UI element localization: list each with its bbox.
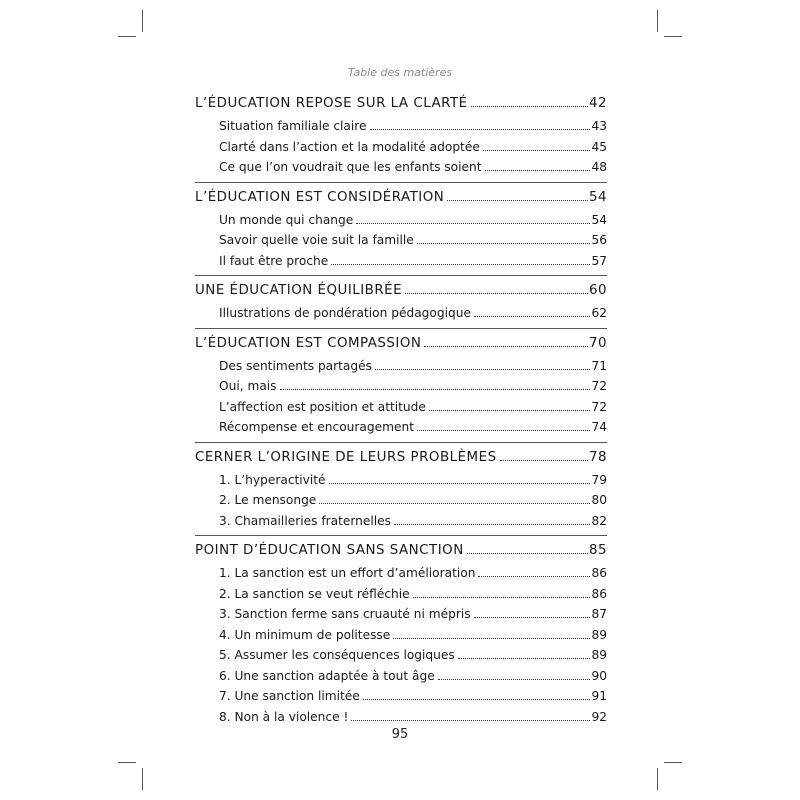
subsection-entry <box>195 490 607 511</box>
subsection-entry <box>195 604 607 625</box>
subsection-entry-title: Situation familiale claire <box>219 119 367 133</box>
chapter-entry-page: 54 <box>588 189 607 205</box>
subsection-entry <box>195 397 607 418</box>
subsection-entry-page: 87 <box>591 607 607 621</box>
chapter-entry-title: UNE ÉDUCATION ÉQUILIBRÉE <box>195 283 403 298</box>
dot-leader <box>319 503 590 504</box>
subsection-entry-title: 1. La sanction est un effort d’amélioration <box>219 566 476 580</box>
subsection-entry <box>195 116 607 137</box>
subsection-entry-page: 89 <box>591 627 607 642</box>
subsection-entry-title: 3. Chamailleries fraternelles <box>219 513 392 528</box>
subsection-entry <box>195 584 607 605</box>
subsection-entry-page: 72 <box>591 399 607 414</box>
dot-leader <box>280 389 591 390</box>
subsection-entry <box>195 666 607 687</box>
dot-leader <box>429 410 591 411</box>
subsection-entry-page: 91 <box>591 689 607 703</box>
subsection-entry-page: 89 <box>591 648 607 662</box>
subsection-entry <box>195 157 607 178</box>
dot-leader <box>363 699 591 700</box>
subsection-entry-page: 82 <box>591 513 607 528</box>
chapter-entry <box>195 279 607 303</box>
subsection-entry-page: 48 <box>591 160 607 174</box>
crop-mark <box>142 10 143 32</box>
subsection-entry <box>195 686 607 707</box>
subsection-entry-title: 1. L’hyperactivité <box>219 472 326 487</box>
subsection-entry <box>195 210 607 231</box>
dot-leader <box>483 150 591 151</box>
subsection-entry <box>195 470 607 491</box>
running-header: Table des matières <box>347 66 453 79</box>
subsection-entry-page: 71 <box>591 358 607 373</box>
chapter-entry-page: 85 <box>588 543 607 558</box>
chapter-entry-page: 42 <box>588 96 607 111</box>
subsection-entry-title: Un monde qui change <box>219 212 354 227</box>
subsection-entry-title: Oui, mais <box>219 379 277 393</box>
toc-section <box>195 182 607 272</box>
subsection-entry-page: 74 <box>591 420 607 434</box>
subsection-entry-page: 72 <box>591 379 607 393</box>
dot-leader <box>417 243 591 244</box>
dot-leader <box>485 170 591 171</box>
subsection-entry <box>195 376 607 397</box>
crop-mark <box>664 762 682 763</box>
dot-leader <box>471 106 588 107</box>
subsection-entry-title: Savoir quelle voie suit la famille <box>219 233 414 247</box>
dot-leader <box>331 264 590 265</box>
crop-mark <box>118 762 136 763</box>
subsection-entry-page: 43 <box>591 119 607 133</box>
subsection-entry-page: 62 <box>591 306 607 320</box>
subsection-entry-page: 45 <box>591 139 607 154</box>
toc-section <box>195 328 607 438</box>
chapter-entry <box>195 92 607 116</box>
subsection-entry-page: 90 <box>591 668 607 683</box>
subsection-entry <box>195 137 607 158</box>
subsection-entry-page: 56 <box>591 233 607 247</box>
toc-section <box>195 442 607 532</box>
subsection-entry <box>195 511 607 532</box>
chapter-entry <box>195 539 607 563</box>
crop-mark <box>657 10 658 32</box>
subsection-entry-title: 5. Assumer les conséquences logiques <box>219 648 455 662</box>
subsection-entry-title: Ce que l’on voudrait que les enfants soient <box>219 160 482 174</box>
dot-leader <box>351 720 590 721</box>
chapter-entry-page: 60 <box>588 283 607 298</box>
subsection-entry-page: 80 <box>591 493 607 507</box>
subsection-entry-page: 86 <box>591 586 607 601</box>
dot-leader <box>394 524 590 525</box>
subsection-entry <box>195 356 607 377</box>
dot-leader <box>424 346 588 347</box>
subsection-entry-title: 8. Non à la violence ! <box>219 709 349 724</box>
dot-leader <box>413 597 591 598</box>
dot-leader <box>474 316 591 317</box>
dot-leader <box>417 430 591 431</box>
table-of-contents <box>195 92 607 727</box>
subsection-entry-page: 54 <box>591 212 607 227</box>
dot-leader <box>438 679 591 680</box>
subsection-entry <box>195 645 607 666</box>
crop-mark <box>142 768 143 790</box>
subsection-entry <box>195 303 607 324</box>
subsection-entry <box>195 417 607 438</box>
chapter-entry-title: POINT D’ÉDUCATION SANS SANCTION <box>195 543 464 558</box>
dot-leader <box>467 553 588 554</box>
subsection-entry-title: 2. Le mensonge <box>219 493 317 507</box>
chapter-entry-page: 78 <box>588 449 607 465</box>
chapter-entry-title: L’ÉDUCATION EST CONSIDÉRATION <box>195 189 445 205</box>
dot-leader <box>370 129 591 130</box>
toc-section <box>195 535 607 727</box>
subsection-entry-title: Il faut être proche <box>219 253 329 268</box>
subsection-entry <box>195 230 607 251</box>
subsection-entry <box>195 625 607 646</box>
chapter-entry-title: L’ÉDUCATION REPOSE SUR LA CLARTÉ <box>195 96 468 111</box>
toc-section <box>195 92 607 178</box>
subsection-entry-page: 57 <box>591 253 607 268</box>
subsection-entry-title: 7. Une sanction limitée <box>219 689 360 703</box>
subsection-entry-title: 3. Sanction ferme sans cruauté ni mépris <box>219 607 471 621</box>
dot-leader <box>356 223 590 224</box>
dot-leader <box>405 293 588 294</box>
chapter-entry-title: CERNER L’ORIGINE DE LEURS PROBLÈMES <box>195 449 497 465</box>
subsection-entry-title: Clarté dans l’action et la modalité adoptée <box>219 139 480 154</box>
toc-section <box>195 275 607 324</box>
subsection-entry <box>195 251 607 272</box>
chapter-entry <box>195 332 607 356</box>
page-number: 95 <box>391 727 409 742</box>
subsection-entry-page: 86 <box>591 566 607 580</box>
subsection-entry-page: 79 <box>591 472 607 487</box>
subsection-entry-title: 2. La sanction se veut réfléchie <box>219 586 410 601</box>
subsection-entry <box>195 707 607 728</box>
chapter-entry <box>195 186 607 210</box>
crop-mark <box>657 768 658 790</box>
dot-leader <box>447 200 588 201</box>
subsection-entry <box>195 563 607 584</box>
dot-leader <box>474 617 591 618</box>
chapter-entry <box>195 446 607 470</box>
dot-leader <box>478 576 590 577</box>
crop-mark <box>664 36 682 37</box>
chapter-entry-page: 70 <box>588 335 607 351</box>
dot-leader <box>500 460 588 461</box>
subsection-entry-title: L’affection est position et attitude <box>219 399 426 414</box>
subsection-entry-title: Des sentiments partagés <box>219 358 372 373</box>
crop-mark <box>118 36 136 37</box>
dot-leader <box>329 483 591 484</box>
chapter-entry-title: L’ÉDUCATION EST COMPASSION <box>195 335 422 351</box>
dot-leader <box>393 638 590 639</box>
dot-leader <box>458 658 591 659</box>
dot-leader <box>375 369 590 370</box>
subsection-entry-title: 4. Un minimum de politesse <box>219 627 391 642</box>
subsection-entry-page: 92 <box>591 709 607 724</box>
subsection-entry-title: Illustrations de pondération pédagogique <box>219 306 471 320</box>
subsection-entry-title: Récompense et encouragement <box>219 420 414 434</box>
subsection-entry-title: 6. Une sanction adaptée à tout âge <box>219 668 435 683</box>
